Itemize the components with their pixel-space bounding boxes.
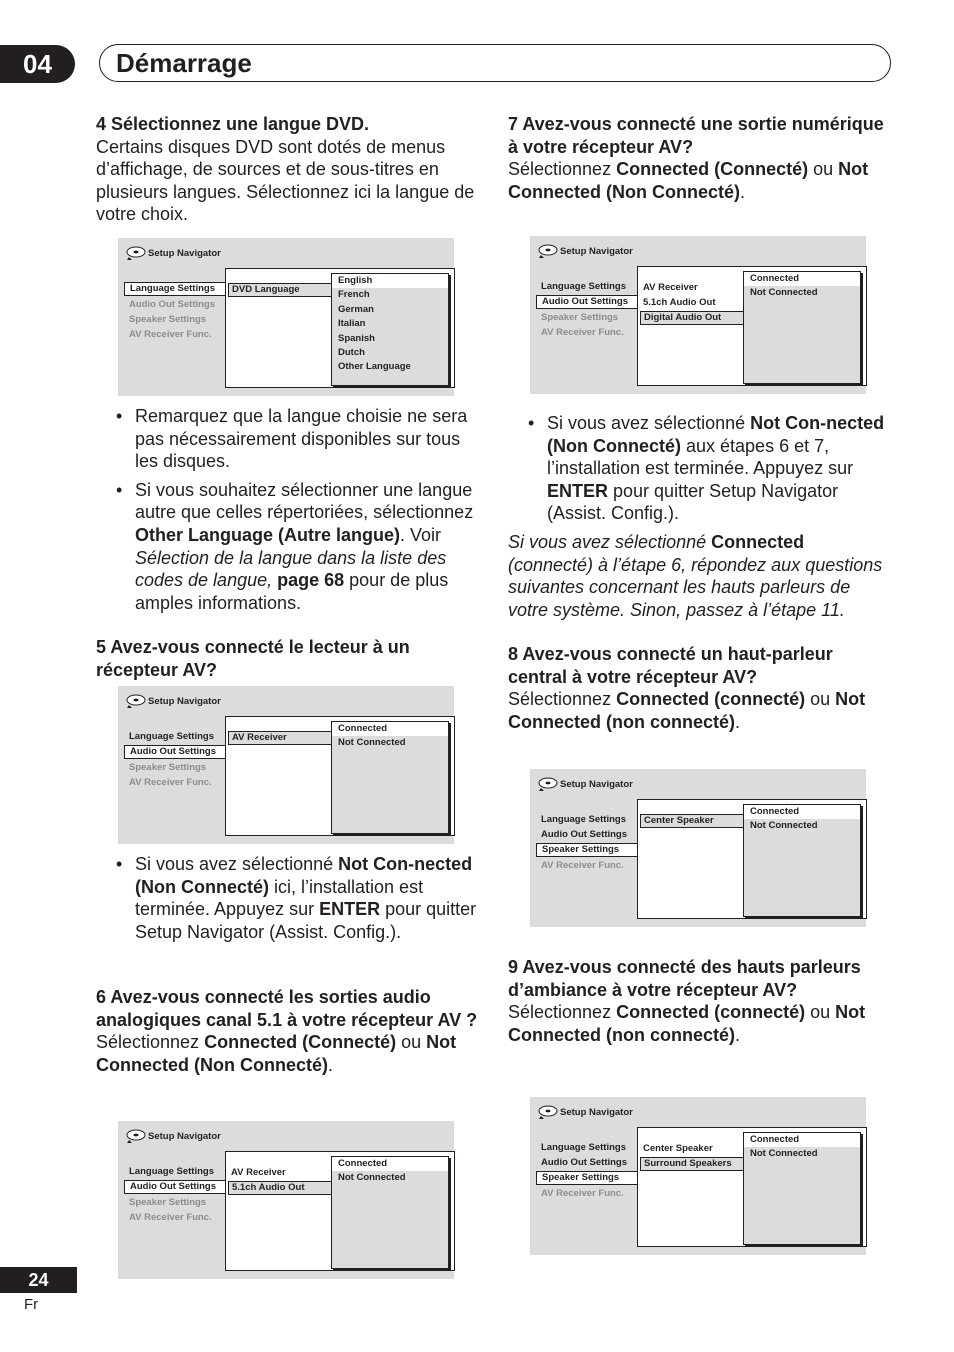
screen-step-9 [530, 1097, 866, 1255]
step-8-text [508, 643, 892, 733]
menu-item-speaker[interactable]: Speaker Settings [536, 843, 638, 857]
step-4-text [96, 113, 478, 226]
setup-navigator-title: Setup Navigator [126, 243, 221, 263]
submenu [640, 813, 745, 829]
settings-menu [124, 729, 226, 791]
settings-menu [536, 812, 638, 874]
menu-item-audio-out[interactable]: Audio Out Settings [129, 299, 216, 310]
setup-navigator-title: Setup Navigator [126, 691, 221, 711]
menu-item-language[interactable]: Language Settings [129, 1166, 214, 1177]
step-5-heading: 5 Avez-vous connecté le lecteur à un récepteur AV? [96, 637, 410, 680]
step-6-heading: 6 Avez-vous connecté les sorties audio analogiques canal 5.1 à votre récepteur AV ? [96, 987, 478, 1030]
screen-step-8 [530, 769, 866, 927]
option-not-connected[interactable]: Not Connected [338, 1172, 406, 1184]
menu-item-language[interactable]: Language Settings [541, 814, 626, 825]
disc-icon [538, 243, 558, 259]
option-connected[interactable]: Connected [744, 272, 860, 286]
step-9-text [508, 956, 892, 1046]
setup-navigator-title: Setup Navigator [538, 1102, 633, 1122]
menu-item-audio-out[interactable]: Audio Out Settings [124, 1180, 226, 1194]
screen-step-6 [118, 1121, 454, 1279]
menu-item-audio-out[interactable]: Audio Out Settings [124, 745, 226, 759]
disc-icon [126, 245, 146, 261]
option-item[interactable]: French [338, 289, 370, 301]
menu-item-speaker[interactable]: Speaker Settings [129, 762, 207, 774]
language-code: Fr [24, 1296, 39, 1313]
screen-step-5 [118, 686, 454, 844]
step-5-notes [96, 853, 478, 943]
menu-item-speaker[interactable]: Speaker Settings [129, 314, 207, 326]
step-8-heading: 8 Avez-vous connecté un haut-parleur central à votre récepteur AV? [508, 644, 833, 687]
option-connected[interactable]: Connected [744, 1133, 860, 1147]
bullet-note: • Remarquez que la langue choisie ne sera pas nécessairement disponibles sur tous les disques. [116, 406, 468, 472]
options-list [331, 273, 449, 386]
submenu [228, 282, 333, 298]
submenu [228, 1165, 333, 1196]
options-list [331, 721, 449, 834]
menu-item-speaker[interactable]: Speaker Settings [541, 312, 619, 324]
menu-item-audio-out[interactable]: Audio Out Settings [541, 829, 628, 841]
page-number: 24 [0, 1267, 77, 1293]
submenu [640, 1141, 745, 1172]
submenu [228, 730, 333, 746]
option-item[interactable]: English [332, 274, 448, 288]
step-7-notes [508, 412, 892, 621]
step-8-body: Sélectionnez Connected (connecté) ou Not Connected (non connecté). [508, 689, 866, 732]
options-list [743, 1132, 861, 1245]
menu-item-av-receiver[interactable]: AV Receiver Func. [541, 1188, 624, 1200]
step-4-body: Certains disques DVD sont dotés de menus d’affichage, de sources et de sous-titres en plusieurs langues. Sélectionnez ici la langue de votre choix. [96, 136, 475, 225]
step-4-heading: 4 Sélectionnez une langue DVD. [96, 114, 370, 134]
submenu-item[interactable]: 5.1ch Audio Out [228, 1181, 333, 1195]
menu-item-audio-out[interactable]: Audio Out Settings [541, 1157, 628, 1169]
settings-menu [536, 1140, 638, 1202]
menu-item-speaker[interactable]: Speaker Settings [536, 1171, 638, 1185]
menu-item-av-receiver[interactable]: AV Receiver Func. [129, 329, 212, 341]
menu-item-language[interactable]: Language Settings [541, 1142, 626, 1153]
step-7-heading: 7 Avez-vous connecté une sortie numérique à votre récepteur AV? [508, 114, 884, 157]
submenu-item[interactable]: AV Receiver [643, 282, 698, 293]
step-5-text [96, 636, 478, 681]
options-list [331, 1156, 449, 1269]
chapter-number: 04 [0, 45, 75, 83]
menu-item-language[interactable]: Language Settings [124, 282, 226, 296]
option-item[interactable]: Other Language [338, 361, 411, 373]
disc-icon [126, 1128, 146, 1144]
step-6-text [96, 986, 478, 1076]
submenu-item[interactable]: DVD Language [228, 283, 333, 297]
step-6-body: Sélectionnez Connected (Connecté) ou Not Connected (Non Connecté). [96, 1032, 457, 1075]
bullet-note: • Si vous avez sélectionné Not Con-nected (Non Connecté) ici, l’installation est terminée. Appuyez sur ENTER pour quitter Setup Navigator (Assist. Config.). [116, 854, 477, 942]
menu-item-speaker[interactable]: Speaker Settings [129, 1197, 207, 1209]
menu-item-av-receiver[interactable]: AV Receiver Func. [541, 860, 624, 872]
screen-step-7 [530, 236, 866, 394]
step-7-text [508, 113, 892, 203]
submenu-item[interactable]: Center Speaker [643, 1143, 713, 1154]
menu-item-language[interactable]: Language Settings [541, 281, 626, 292]
menu-item-av-receiver[interactable]: AV Receiver Func. [541, 327, 624, 339]
setup-navigator-title: Setup Navigator [538, 241, 633, 261]
step-7-body: Sélectionnez Connected (Connecté) ou Not Connected (Non Connecté). [508, 159, 869, 202]
submenu-item[interactable]: Center Speaker [640, 814, 745, 828]
option-not-connected[interactable]: Not Connected [750, 287, 818, 299]
step-9-heading: 9 Avez-vous connecté des hauts parleurs d’ambiance à votre récepteur AV? [508, 957, 861, 1000]
step-4-notes [96, 405, 478, 614]
submenu-item[interactable]: 5.1ch Audio Out [643, 297, 716, 309]
submenu [640, 280, 745, 326]
disc-icon [126, 693, 146, 709]
settings-menu [536, 279, 638, 341]
setup-navigator-title: Setup Navigator [126, 1126, 221, 1146]
menu-item-language[interactable]: Language Settings [129, 731, 214, 742]
option-connected[interactable]: Connected [744, 805, 860, 819]
menu-item-audio-out[interactable]: Audio Out Settings [536, 295, 638, 309]
submenu-item[interactable]: Digital Audio Out [640, 311, 745, 325]
submenu-item[interactable]: Surround Speakers [640, 1157, 745, 1171]
screen-step-4 [118, 238, 454, 396]
menu-item-av-receiver[interactable]: AV Receiver Func. [129, 1212, 212, 1224]
submenu-item[interactable]: AV Receiver [228, 731, 333, 745]
page-title: Démarrage [116, 48, 252, 78]
bullet-note: • Si vous avez sélectionné Not Con-nected (Non Connecté) aux étapes 6 et 7, l’installation est terminée. Appuyez sur ENTER pour quitter Setup Navigator (Assist. Config.). [528, 413, 885, 524]
options-list [743, 271, 861, 384]
options-list [743, 804, 861, 917]
option-item[interactable]: Dutch [338, 346, 365, 358]
option-connected[interactable]: Connected [332, 1157, 448, 1171]
speaker-note: Si vous avez sélectionné Connected (connecté) à l’étape 6, répondez aux questions suivantes concernant les hauts parleurs de votre système. Sinon, passez à l’étape 11. [508, 531, 883, 620]
menu-item-av-receiver[interactable]: AV Receiver Func. [129, 777, 212, 789]
option-not-connected[interactable]: Not Connected [750, 1148, 818, 1160]
setup-navigator-title: Setup Navigator [538, 774, 633, 794]
option-item[interactable]: Spanish [338, 332, 375, 344]
disc-icon [538, 776, 558, 792]
option-item[interactable]: Italian [338, 318, 366, 330]
settings-menu [124, 281, 226, 343]
step-9-body: Sélectionnez Connected (connecté) ou Not Connected (non connecté). [508, 1002, 866, 1045]
option-not-connected[interactable]: Not Connected [338, 737, 406, 749]
disc-icon [538, 1104, 558, 1120]
option-item[interactable]: German [338, 303, 374, 315]
option-not-connected[interactable]: Not Connected [750, 820, 818, 832]
settings-menu [124, 1164, 226, 1226]
bullet-note: • Si vous souhaitez sélectionner une langue autre que celles répertoriées, sélectionnez Other Language (Autre langue). Voir Sélection de la langue dans la liste des codes de langue, page 68 pour de plus amples informations. [116, 479, 474, 613]
option-connected[interactable]: Connected [332, 722, 448, 736]
submenu-item[interactable]: AV Receiver [231, 1167, 286, 1178]
